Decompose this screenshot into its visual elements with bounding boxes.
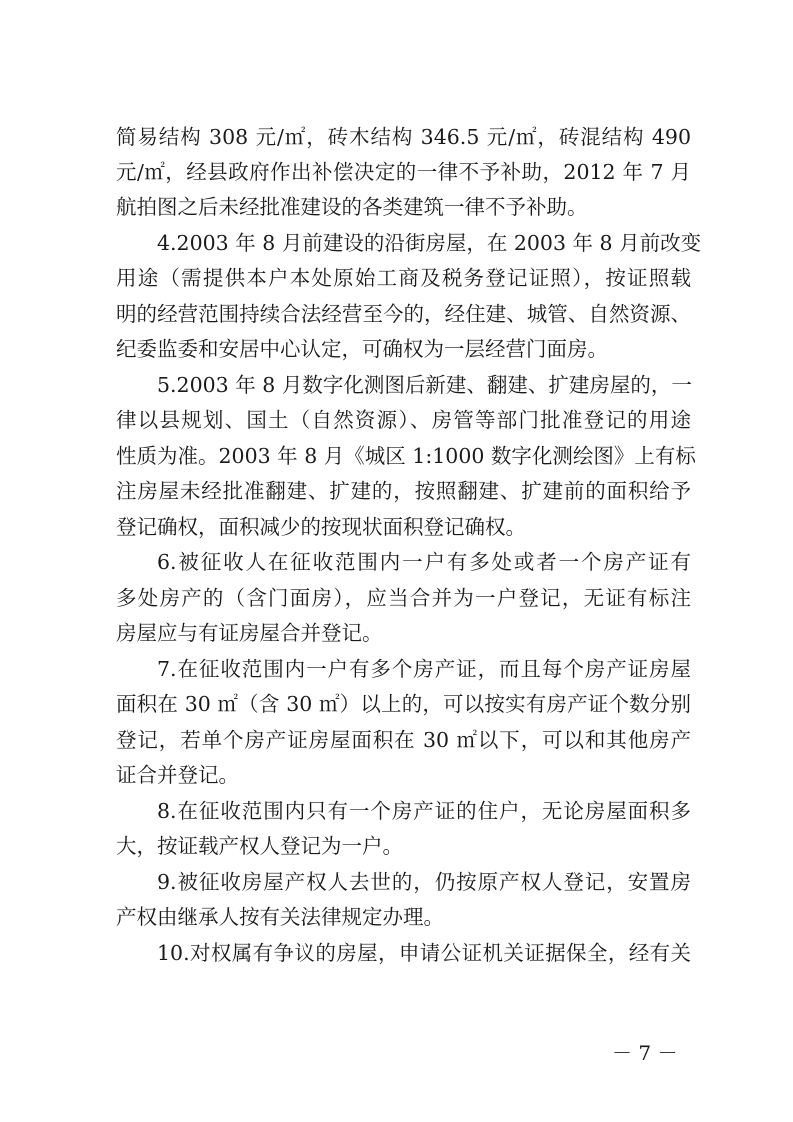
text-line — [116, 443, 696, 469]
text-line-content: 航拍图之后未经批准建设的各类建筑一律不予补助。 — [116, 195, 588, 219]
text-line — [116, 691, 691, 717]
text-line — [116, 727, 691, 753]
paragraph-first-line — [157, 656, 691, 682]
text-line-content: 登记确权，面积减少的按现状面积登记确权。 — [116, 515, 526, 539]
text-line-content: 纪委监委和安居中心认定，可确权为一层经营门面房。 — [116, 337, 608, 361]
text-line-content: 面积在 30 ㎡（含 30 ㎡）以上的，可以按实有房产证个数分别 — [116, 692, 691, 716]
text-line-content: 大，按证载产权人登记为一户。 — [116, 834, 403, 858]
text-line-content: 性质为准。2003 年 8 月《城区 1:1000 数字化测绘图》上有标 — [116, 444, 696, 468]
text-line — [116, 833, 691, 859]
text-line — [116, 478, 691, 504]
text-line-content: 9.被征收房屋产权人去世的，仍按原产权人登记，安置房 — [157, 870, 691, 894]
text-line — [116, 301, 691, 327]
paragraph-first-line — [157, 230, 702, 256]
text-line-content: 10.对权属有争议的房屋，申请公证机关证据保全，经有关 — [157, 941, 691, 965]
text-line — [116, 124, 691, 150]
paragraph-first-line — [157, 940, 691, 966]
text-line-content: 5.2003 年 8 月数字化测图后新建、翻建、扩建房屋的，一 — [157, 373, 692, 397]
text-line — [116, 336, 691, 362]
paragraph-first-line — [157, 372, 691, 398]
text-line — [116, 620, 691, 646]
paragraph-first-line — [157, 869, 691, 895]
text-line-content: 明的经营范围持续合法经营至今的，经住建、城管、自然资源、 — [116, 302, 691, 326]
text-line-content: 律以县规划、国土（自然资源）、房管等部门批准登记的用途 — [116, 408, 691, 432]
text-line — [116, 585, 691, 611]
text-line — [116, 904, 691, 930]
text-line-content: 4.2003 年 8 月前建设的沿街房屋，在 2003 年 8 月前改变 — [157, 231, 702, 255]
text-line-content: 证合并登记。 — [116, 763, 239, 787]
text-line — [116, 407, 691, 433]
text-line — [116, 514, 691, 540]
text-line-content: 注房屋未经批准翻建、扩建的，按照翻建、扩建前的面积给予 — [116, 479, 691, 503]
text-line-content: 登记，若单个房产证房屋面积在 30 ㎡以下，可以和其他房产 — [116, 728, 691, 752]
text-line-content: 多处房产的（含门面房），应当合并为一户登记，无证有标注 — [116, 586, 691, 610]
text-line-content: 房屋应与有证房屋合并登记。 — [116, 621, 383, 645]
text-line-content: 7.在征收范围内一户有多个房产证，而且每个房产证房屋 — [157, 657, 691, 681]
text-line-content: 元/㎡，经县政府作出补偿决定的一律不予补助，2012 年 7 月 — [116, 160, 691, 184]
text-line-content: 产权由继承人按有关法律规定办理。 — [116, 905, 444, 929]
paragraph-first-line — [157, 549, 691, 575]
page-number: － 7 － — [612, 1041, 678, 1065]
text-line-content: 简易结构 308 元/㎡，砖木结构 346.5 元/㎡，砖混结构 490 — [116, 125, 691, 149]
text-line — [116, 265, 691, 291]
text-line — [116, 762, 691, 788]
text-line-content: 8.在征收范围内只有一个房产证的住户，无论房屋面积多 — [157, 799, 691, 823]
text-line-content: 用途（需提供本户本处原始工商及税务登记证照），按证照载 — [116, 266, 691, 290]
text-line-content: 6.被征收人在征收范围内一户有多处或者一个房产证有 — [157, 550, 691, 574]
text-line — [116, 194, 691, 220]
paragraph-first-line — [157, 798, 691, 824]
text-line — [116, 159, 691, 185]
